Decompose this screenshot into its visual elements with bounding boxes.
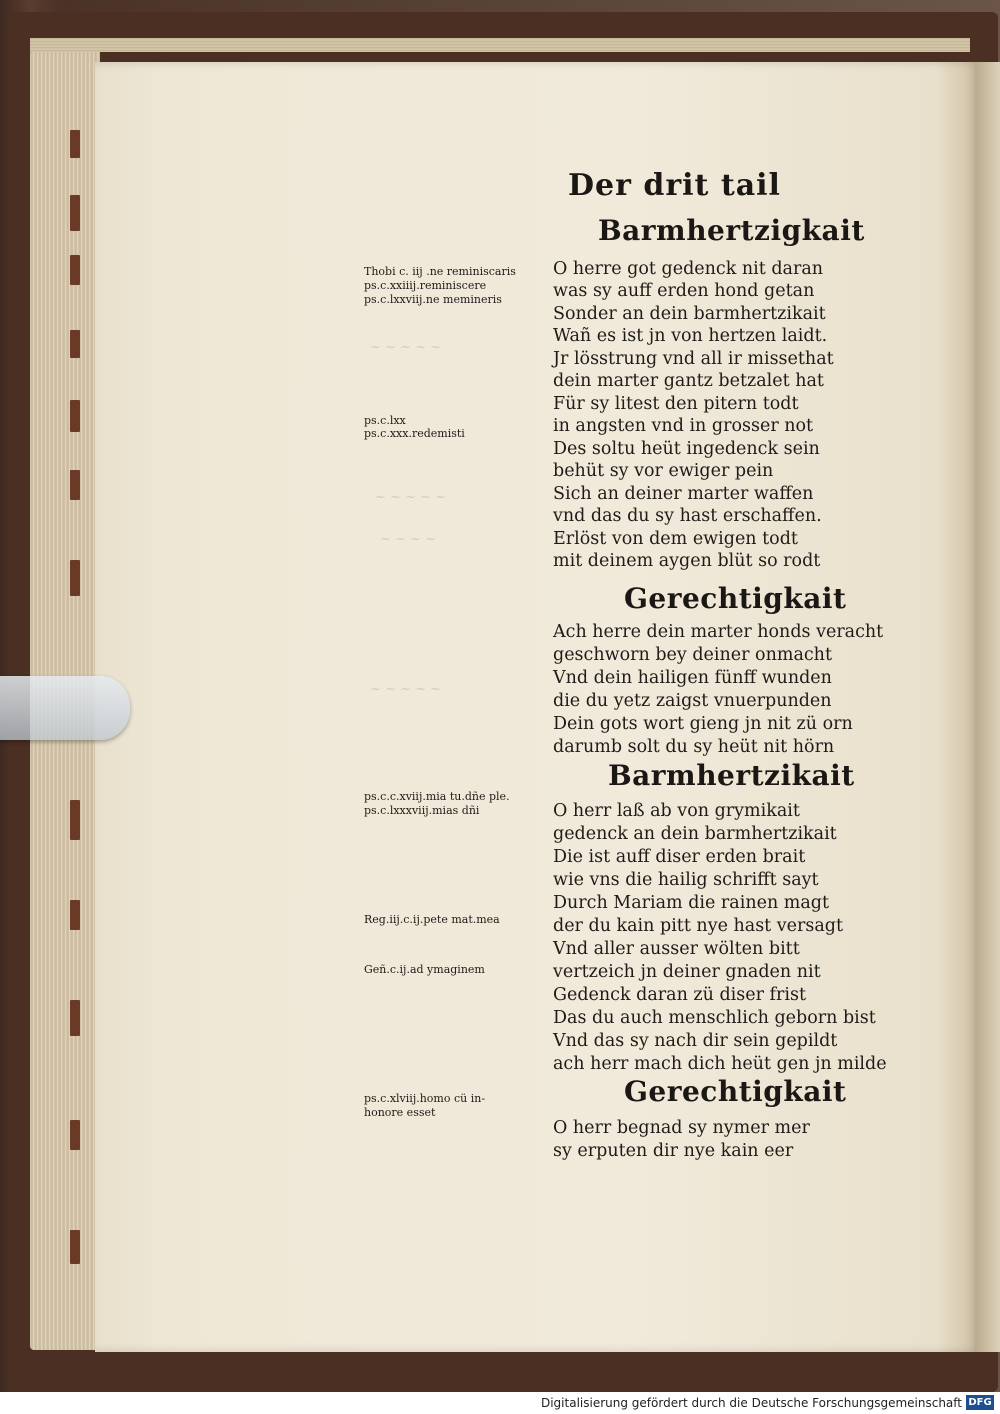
verse-line: Erlöst von dem ewigen todt — [553, 529, 798, 549]
section-heading: Gerechtigkait — [624, 582, 847, 615]
margin-gloss: ps.c.lxx — [364, 414, 406, 427]
verse-line: vertzeich jn deiner gnaden nit — [553, 962, 821, 982]
verse-line: Ach herre dein marter honds veracht — [553, 622, 884, 642]
verse-line: was sy auff erden hond getan — [553, 281, 815, 301]
verse-line: wie vns die hailig schrifft sayt — [553, 870, 819, 890]
edge-tab-marker — [70, 560, 80, 596]
edge-tab-marker — [70, 400, 80, 432]
edge-tab-marker — [70, 330, 80, 358]
verse-line: O herre got gedenck nit daran — [553, 259, 824, 279]
top-page-edges — [30, 38, 970, 52]
section-heading: Barmhertzikait — [608, 759, 855, 792]
verse-line: Gedenck daran zü diser frist — [553, 985, 806, 1005]
verse-line: gedenck an dein barmhertzikait — [553, 824, 837, 844]
verse-line: Vnd aller ausser wölten bitt — [553, 939, 800, 959]
margin-gloss: ps.c.xlviij.homo cü in- — [364, 1092, 486, 1105]
running-head: Der drit tail — [568, 168, 781, 203]
facing-page-edge — [975, 62, 1000, 1352]
verse-line: die du yetz zaigst vnuerpunden — [553, 691, 832, 711]
verse-line: darumb solt du sy heüt nit hörn — [553, 737, 835, 757]
footer-bar — [0, 1392, 1000, 1414]
edge-tab-marker — [70, 800, 80, 840]
verse-line: O herr laß ab von grymikait — [553, 801, 800, 821]
margin-gloss: ps.c.lxxviij.ne memineris — [364, 293, 502, 306]
margin-gloss: ps.c.lxxxviij.mias dñi — [364, 804, 480, 817]
edge-tab-marker — [70, 1000, 80, 1036]
verse-line: Das du auch menschlich geborn bist — [553, 1008, 876, 1028]
margin-gloss: ps.c.xxx.redemisti — [364, 427, 465, 440]
show-through-text: ~ ~ ~ ~ ~ — [375, 490, 446, 505]
verse-line: ach herr mach dich heüt gen jn milde — [553, 1054, 887, 1074]
verse-line: O herr begnad sy nymer mer — [553, 1118, 810, 1138]
show-through-text: ~ ~ ~ ~ — [380, 532, 436, 547]
verse-line: Die ist auff diser erden brait — [553, 847, 806, 867]
funding-credit: Digitalisierung gefördert durch die Deutsche Forschungsgemeinschaft — [540, 1396, 962, 1410]
margin-gloss: Thobi c. iij .ne reminiscaris — [364, 265, 516, 278]
margin-gloss: ps.c.c.xviij.mia tu.dñe ple. — [364, 790, 510, 803]
verse-line: behüt sy vor ewiger pein — [553, 461, 774, 481]
verse-line: Vnd das sy nach dir sein gepildt — [553, 1031, 838, 1051]
verse-line: Vnd dein hailigen fünff wunden — [553, 668, 832, 688]
margin-gloss: honore esset — [364, 1106, 436, 1119]
verse-line: Sich an deiner marter waffen — [553, 484, 814, 504]
dfg-logo: DFG — [966, 1395, 994, 1410]
verse-line: Jr lösstrung vnd all ir missethat — [553, 349, 834, 369]
verse-line: der du kain pitt nye hast versagt — [553, 916, 844, 936]
verse-line: Des soltu heüt ingedenck sein — [553, 439, 820, 459]
show-through-text: ~ ~ ~ ~ ~ — [370, 340, 441, 355]
edge-tab-marker — [70, 130, 80, 158]
edge-tab-marker — [70, 900, 80, 930]
edge-tab-marker — [70, 1120, 80, 1150]
verse-line: vnd das du sy hast erschaffen. — [553, 506, 822, 526]
verse-line: mit deinem aygen blüt so rodt — [553, 551, 821, 571]
edge-tab-marker — [70, 1230, 80, 1264]
edge-tab-marker — [70, 470, 80, 500]
verse-line: in angsten vnd in grosser not — [553, 416, 814, 436]
section-heading: Barmhertzigkait — [598, 214, 865, 247]
edge-tab-marker — [70, 195, 80, 231]
edge-tab-marker — [70, 255, 80, 285]
verse-line: Für sy litest den pitern todt — [553, 394, 799, 414]
book-page — [95, 62, 980, 1352]
section-heading: Gerechtigkait — [624, 1075, 847, 1108]
verse-line: Dein gots wort gieng jn nit zü orn — [553, 714, 853, 734]
verse-line: sy erputen dir nye kain eer — [553, 1141, 794, 1161]
verse-line: Durch Mariam die rainen magt — [553, 893, 830, 913]
verse-line: dein marter gantz betzalet hat — [553, 371, 824, 391]
margin-gloss: Reg.iij.c.ij.pete mat.mea — [364, 913, 500, 926]
page-clip — [0, 676, 130, 740]
margin-gloss: Geñ.c.ij.ad ymaginem — [364, 963, 485, 976]
verse-line: Wañ es ist jn von hertzen laidt. — [553, 326, 828, 346]
margin-gloss: ps.c.xxiiij.reminiscere — [364, 279, 487, 292]
verse-line: Sonder an dein barmhertzikait — [553, 304, 826, 324]
verse-line: geschworn bey deiner onmacht — [553, 645, 832, 665]
show-through-text: ~ ~ ~ ~ ~ — [370, 682, 441, 697]
